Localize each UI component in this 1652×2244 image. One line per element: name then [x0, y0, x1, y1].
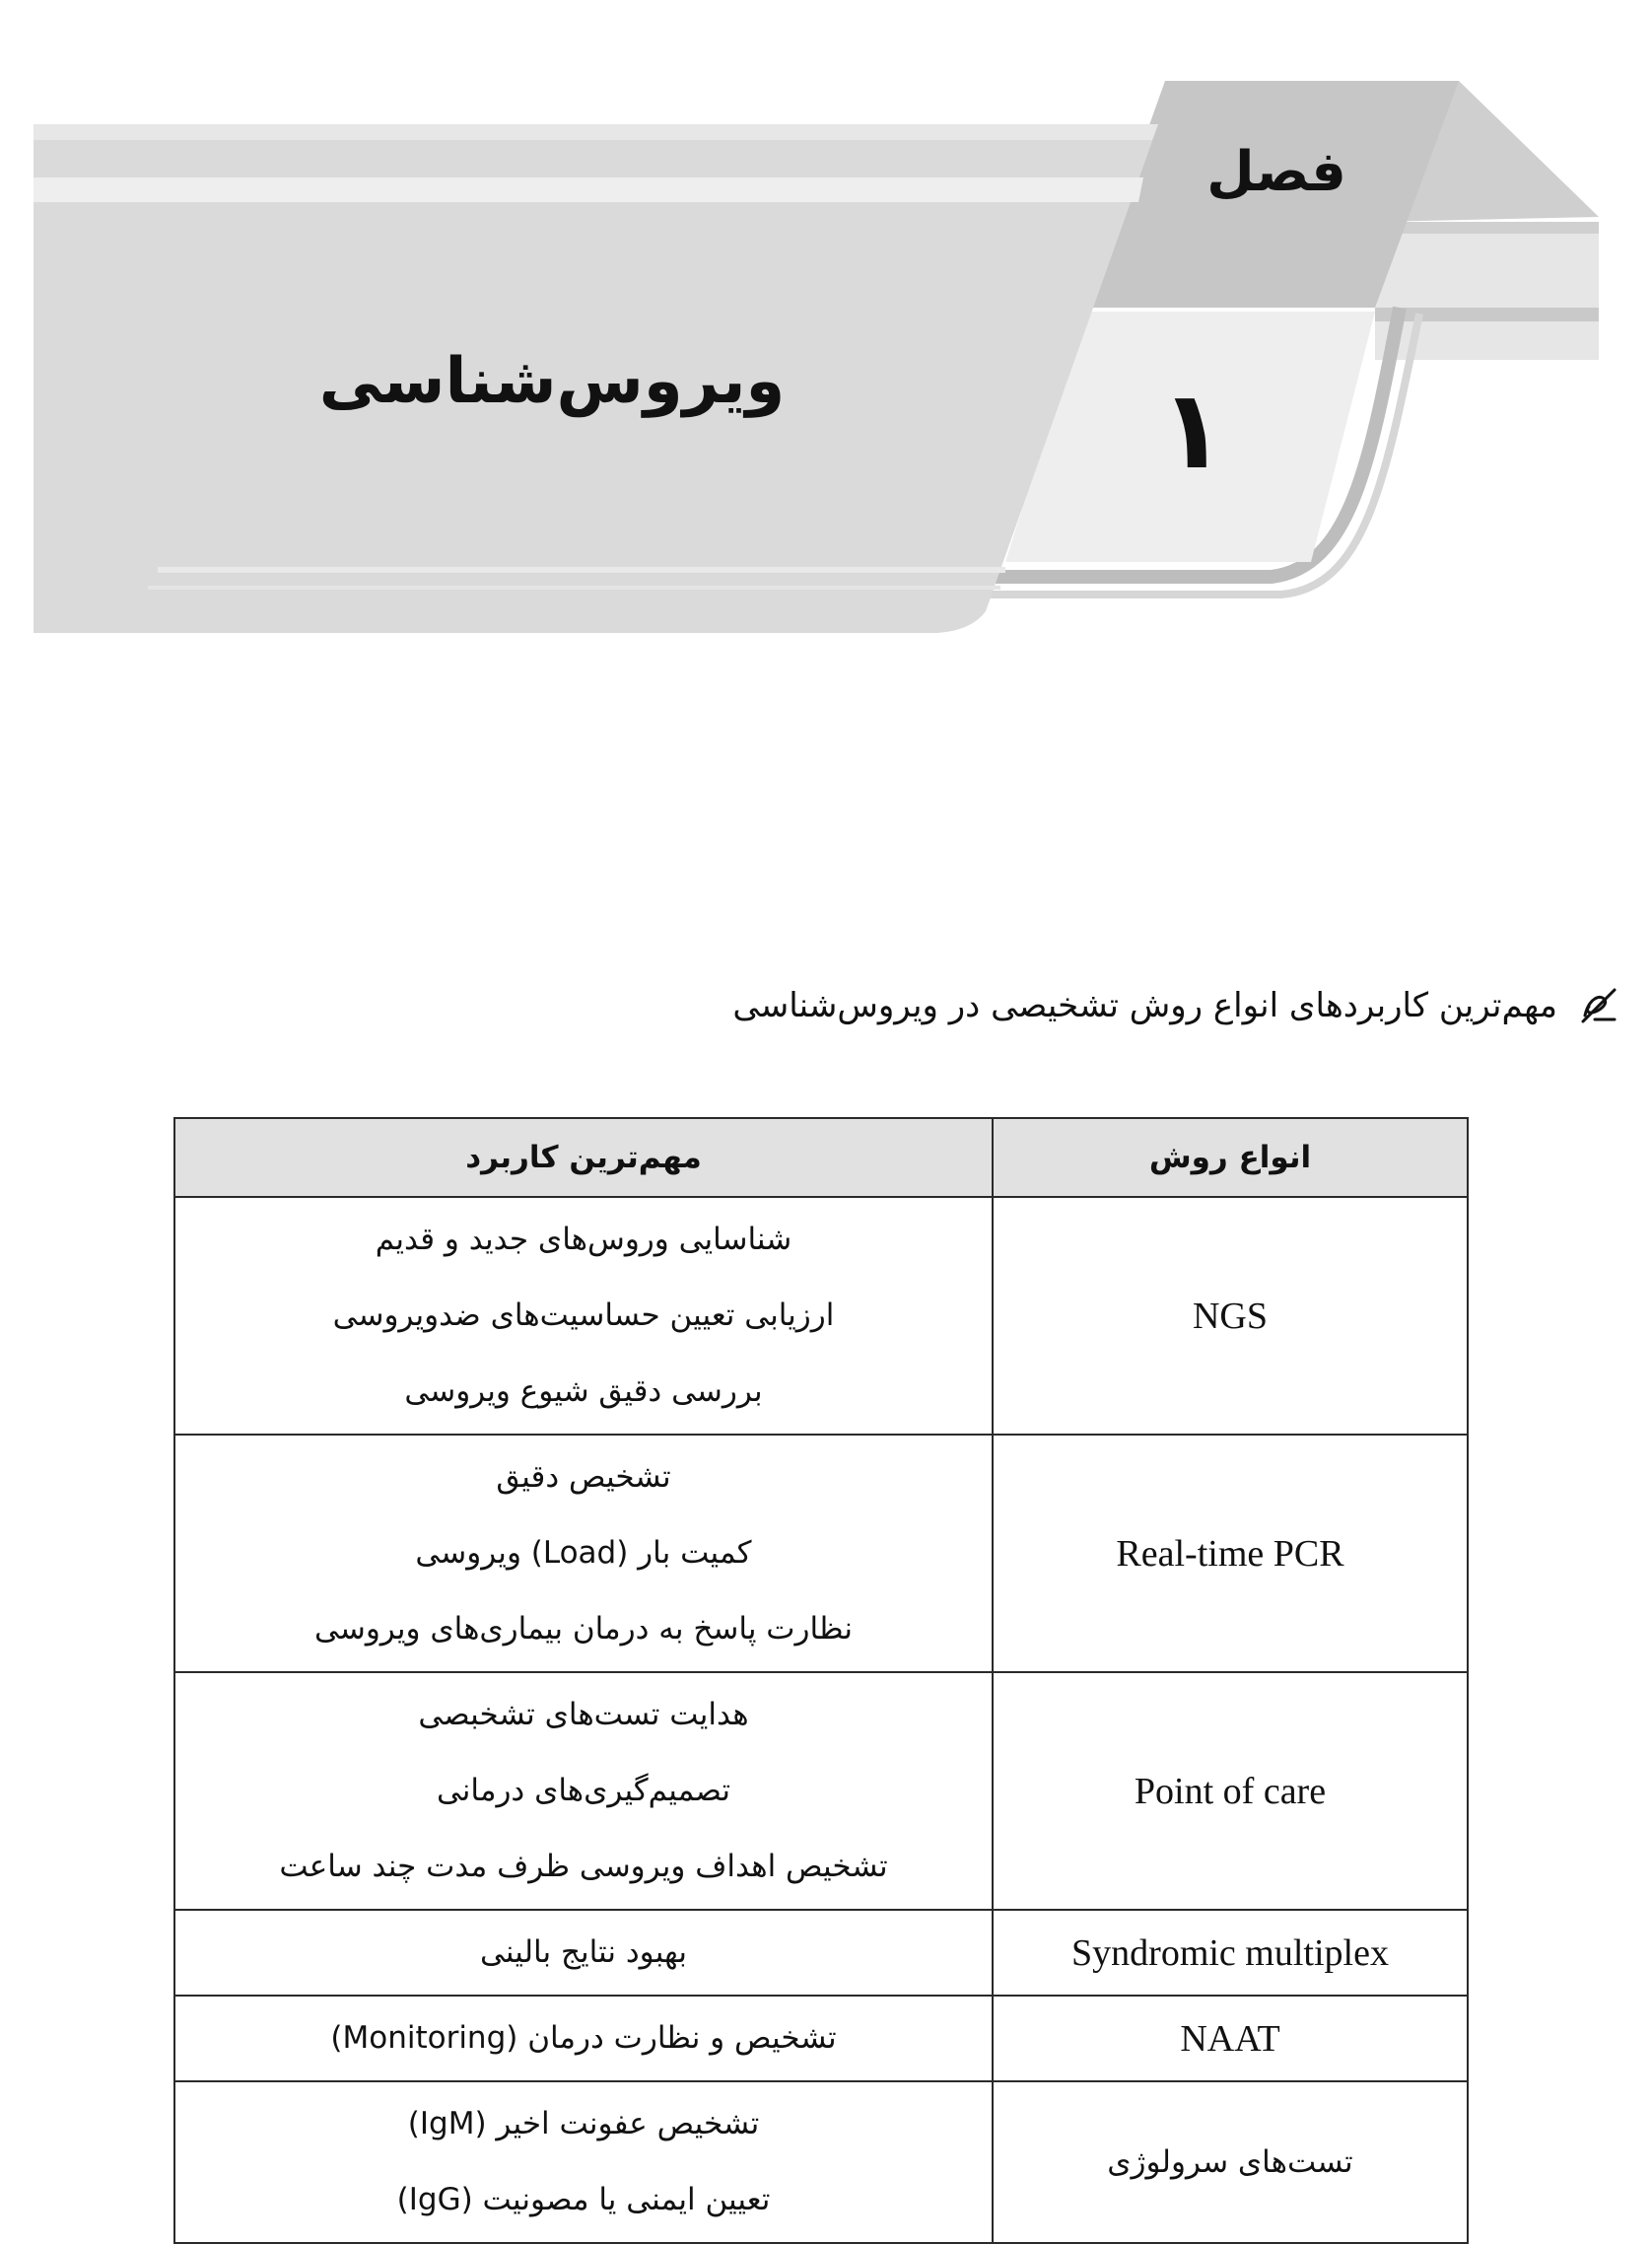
usage-line: کمیت بار (Load) ویروسی: [415, 1535, 752, 1571]
usage-cell: [174, 1197, 993, 1435]
usage-cell: [174, 2081, 993, 2243]
table-row: [174, 1996, 1468, 2081]
table-row: [174, 1197, 1468, 1435]
chapter-banner: [0, 0, 1652, 690]
chapter-label: فصل: [1206, 140, 1346, 204]
pen-icon: [1579, 986, 1618, 1025]
method-cell: Syndromic multiplex: [993, 1910, 1468, 1996]
section-heading: [732, 976, 1618, 1035]
usage-line: شناسایی وروس‌های جدید و قدیم: [375, 1222, 792, 1257]
method-cell: NGS: [993, 1197, 1468, 1435]
table-header-row: [174, 1118, 1468, 1197]
usage-cell: [174, 1910, 993, 1996]
usage-line: تشخیص اهداف ویروسی ظرف مدت چند ساعت: [279, 1849, 888, 1884]
usage-cell: [174, 1435, 993, 1672]
table-row: [174, 1910, 1468, 1996]
method-cell: NAAT: [993, 1996, 1468, 2081]
header-usage: مهم‌ترین کاربرد: [174, 1118, 993, 1197]
usage-line: بررسی دقیق شیوع ویروسی: [404, 1373, 763, 1409]
chapter-number: ۱: [1159, 367, 1226, 493]
section-heading-text: مهم‌ترین کاربردهای انواع روش تشخیصی در ویروس‌شناسی: [732, 986, 1557, 1025]
method-cell: تست‌های سرولوژی: [993, 2081, 1468, 2243]
table-row: [174, 1435, 1468, 1672]
diagnostic-methods-table: [173, 1117, 1469, 2244]
usage-line: تشخیص عفونت اخیر (IgM): [407, 2106, 760, 2141]
table-row: [174, 2081, 1468, 2243]
usage-cell: [174, 1996, 993, 2081]
method-cell: Real-time PCR: [993, 1435, 1468, 1672]
usage-line: ارزیابی تعیین حساسیت‌های ضدویروسی: [332, 1297, 835, 1333]
usage-line: تعیین ایمنی یا مصونیت (IgG): [396, 2182, 771, 2217]
usage-line: نظارت پاسخ به درمان بیماری‌های ویروسی: [314, 1611, 853, 1647]
header-method: انواع روش: [993, 1118, 1468, 1197]
usage-cell: [174, 1672, 993, 1910]
usage-line: بهبود نتایج بالینی: [480, 1934, 687, 1970]
usage-line: هدایت تست‌های تشخبصی: [418, 1697, 749, 1732]
chapter-banner-graphic: [0, 0, 1652, 690]
usage-line: تشخیص دقیق: [496, 1459, 671, 1495]
chapter-title: ویروس‌شناسی: [318, 345, 786, 418]
method-cell: Point of care: [993, 1672, 1468, 1910]
usage-line: تصمیم‌گیری‌های درمانی: [436, 1773, 731, 1808]
usage-line: تشخیص و نظارت درمان (Monitoring): [330, 2020, 837, 2056]
table-row: [174, 1672, 1468, 1910]
